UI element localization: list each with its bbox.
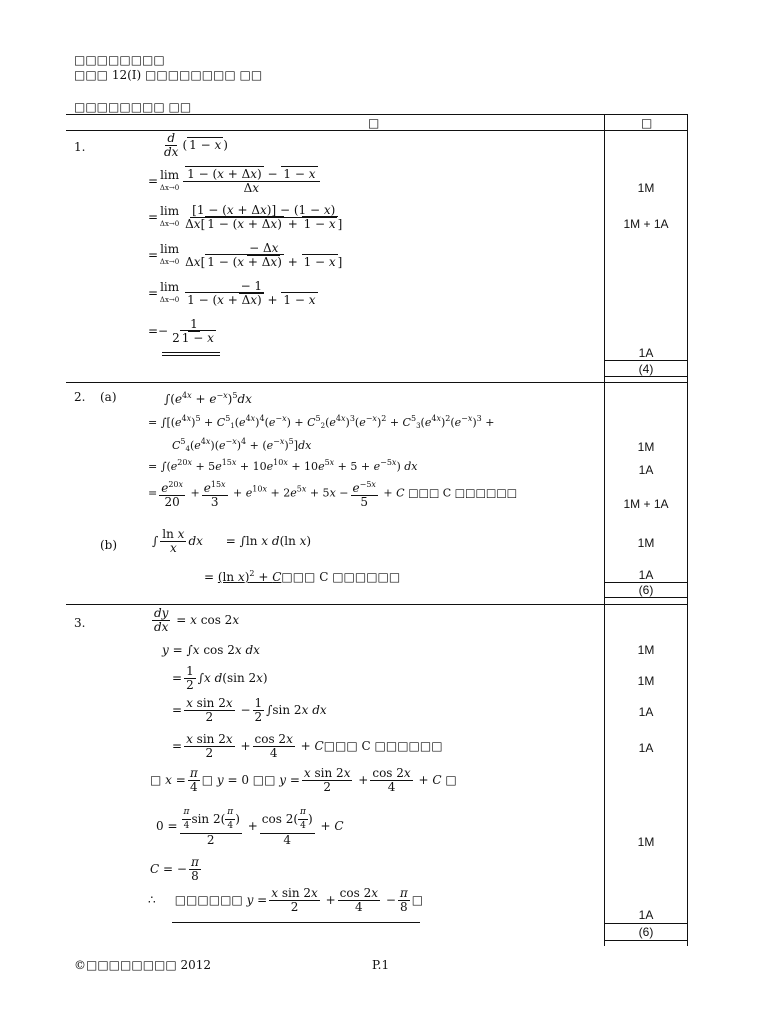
q2-b-line-1: = (ln x)$^2$ + C□□□ C □□□□□□ xyxy=(204,569,401,584)
q1-total-bottom xyxy=(604,376,688,377)
marks-col-right-border xyxy=(687,114,688,946)
q2-a-line-3: = $\int(e^{20x} + 5e^{15x} + 10e^{10x} + 10e^{5x} + 5 + e^{-5x})$ dx xyxy=(148,458,418,473)
q3-line-2: = $\frac{1}{2}$ ∫x d(sin 2x) xyxy=(172,664,268,692)
footer-copyright: ©□□□□□□□□ 2012 xyxy=(74,958,212,972)
q2-b-constant-note: □□□ C □□□□□□ xyxy=(281,570,401,584)
q3-line-6: 0 = $\frac{\pi}{4}$ sin 2( $\frac{\pi}{4}$ ) 2 + cos 2( $\frac{\pi}{4}$ ) 4 + C xyxy=(156,807,344,847)
q1-line-3: = lim Δx→0 $\frac{- \Delta x}{\Delta x[ 1 - (x + \Delta x) + 1 - x ]}$ xyxy=(148,241,343,269)
q3-total-bottom xyxy=(604,940,688,941)
q1-line-2: = lim Δx→0 $\frac{[1 - (x + \Delta x)] - (1 - x)}{\Delta x[ 1 - (x + \Delta x) + 1 - x ]}$ xyxy=(148,203,343,231)
q2-mark-5: 1A xyxy=(638,568,654,582)
q3-line-8: ∴ □□□□□□ y = $\frac{\text{x sin 2x}}{2}$ + $\frac{\cos 2x}{4}$ − $\frac{\pi}{8}$ □ xyxy=(148,886,424,914)
q3-line-3: = $\frac{\text{x sin 2x}}{2}$ − $\frac{1}{2}$ ∫sin 2x dx xyxy=(172,696,327,724)
header-line-1: □□□□□□□□ xyxy=(74,53,165,67)
q1-answer-underline-2 xyxy=(162,355,220,356)
q1-mark-3: 1A xyxy=(638,346,654,360)
q1-line-1: = lim Δx→0 $\frac{1 - (x + \Delta x) - 1 - x}{\Delta x}$ xyxy=(148,168,322,195)
q2-mark-3: 1M + 1A xyxy=(623,497,669,511)
q3-constant-note: □□□ C □□□□□□ xyxy=(323,739,443,753)
q2-part-a: (a) xyxy=(100,390,117,404)
q1-separator xyxy=(66,382,688,383)
table-top-border xyxy=(66,114,688,115)
q2-number: 2. xyxy=(74,390,86,404)
q3-mark-5: 1M xyxy=(637,835,655,849)
col-marks-header: □ xyxy=(641,116,653,130)
q3-line-1: y = ∫x cos 2x dx xyxy=(162,643,260,657)
q1-line-4: = lim Δx→0 $\frac{- 1}{1 - (x + \Delta x) + 1 - x}$ xyxy=(148,279,316,307)
q1-mark-1: 1M xyxy=(637,181,655,195)
q3-mark-4: 1A xyxy=(638,741,654,755)
q2-separator xyxy=(66,604,688,605)
q1-total-top xyxy=(604,360,688,361)
q3-mark-1: 1M xyxy=(637,643,655,657)
q2-a-line-0: $\int(e^{4x} + e^{-x})^5dx$ xyxy=(164,391,252,406)
q3-line-7: C = − $\frac{\pi}{8}$ xyxy=(150,855,199,883)
q3-number: 3. xyxy=(74,616,86,630)
q2-mark-2: 1A xyxy=(638,463,654,477)
q1-answer-underline xyxy=(162,352,220,353)
q1-total: (4) xyxy=(638,362,654,376)
q1-line-0: $\frac{d}{dx}$ ( 1 − x ) xyxy=(164,131,228,159)
col-solution-header: □ xyxy=(368,116,380,130)
q1-line-5: =− $\frac{1}{2 1 - x}$ xyxy=(148,317,214,345)
q2-a-line-1: = $\int[(e^{4x})^5 + C^5_1(e^{4x})^4(e^{-x}) + C^5_2(e^{4x})^3(e^{-x})^2 + C^5_3(e^{4x})^2(e^{-x})^3$ + xyxy=(148,414,495,430)
q3-mark-2: 1M xyxy=(637,674,655,688)
q2-part-b: (b) xyxy=(100,538,118,552)
table-header-border xyxy=(66,130,688,131)
q1-number: 1. xyxy=(74,140,86,154)
q2-mark-4: 1M xyxy=(637,536,655,550)
q3-conclusion-prefix: □□□□□□ xyxy=(174,893,243,907)
q3-mark-6: 1A xyxy=(638,908,654,922)
q3-mark-3: 1A xyxy=(638,705,654,719)
q2-a-constant-note: □□□ C □□□□□□ xyxy=(408,486,518,500)
q3-line-4: = $\frac{\text{x sin 2x}}{2}$ + $\frac{\cos 2x}{4}$ + C□□□ C □□□□□□ xyxy=(172,732,443,760)
header-line-2: □□□ 12(I) □□□□□□□□ □□ xyxy=(74,68,263,82)
q3-total-top xyxy=(604,923,688,924)
q2-mark-1: 1M xyxy=(637,440,655,454)
q2-b-line-0: ∫ $\frac{\text{ln x}}{x}$ dx = ∫ln x d(ln x) xyxy=(152,527,312,555)
q2-total-bottom xyxy=(604,597,688,598)
q3-line-5: □ x = $\frac{\pi}{4}$ □ y = 0 □□ y = $\frac{\text{x sin 2x}}{2}$ + $\frac{\cos 2x}{4}$ + C □ xyxy=(150,766,457,794)
q2-a-line-4: = $\frac{e^{20x}}{20}$ + $\frac{e^{15x}}{3}$ + $e^{10x} + 2e^{5x} + 5x$ − $\frac{e^{-5x}}{5}$ + C □□□ C □□□□□□ xyxy=(148,480,518,509)
marks-col-left-border xyxy=(604,114,605,946)
header-line-3: □□□□□□□□ □□ xyxy=(74,100,192,114)
q3-line-0: $\frac{dy}{dx}$ = x cos 2x xyxy=(154,606,240,634)
footer-page-number: P.1 xyxy=(372,958,390,972)
q2-a-line-2: $C^5_4(e^{4x})(e^{-x})^4 + (e^{-x})^5]dx$ xyxy=(172,437,312,453)
q3-answer-underline xyxy=(172,922,420,923)
q1-mark-2: 1M + 1A xyxy=(623,217,669,231)
q2-total: (6) xyxy=(638,583,654,597)
q3-total: (6) xyxy=(638,925,654,939)
